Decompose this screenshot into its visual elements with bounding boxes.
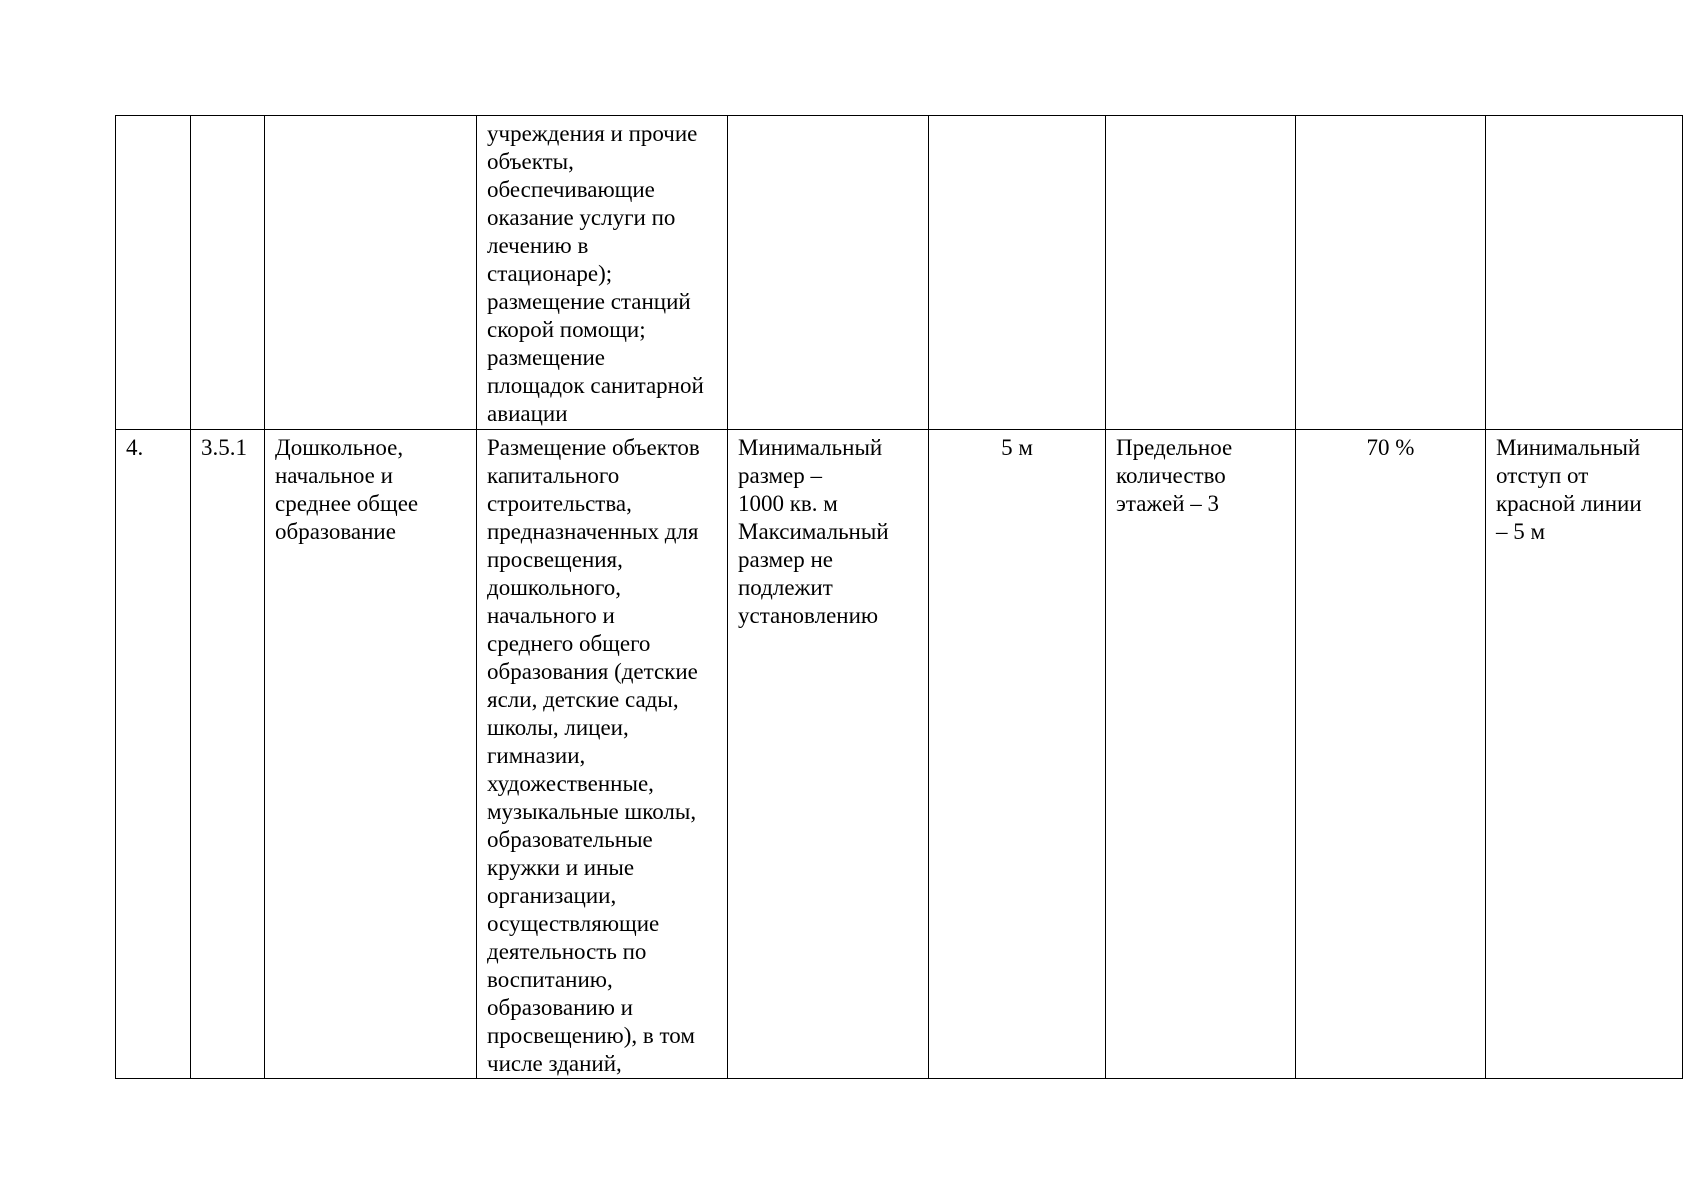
cell-plot-size: Минимальный размер – 1000 кв. м Максимальный размер не подлежит установлению: [728, 430, 929, 1079]
cell-use-description: учреждения и прочие объекты, обеспечивающие оказание услуги по лечению в стационаре); размещение станций скорой помощи; размещение площадок санитарной авиации: [477, 116, 728, 430]
cell-setback: [929, 116, 1106, 430]
cell-code: 3.5.1: [191, 430, 265, 1079]
table-row-4: [116, 430, 1683, 1079]
table-row-continued: [116, 116, 1683, 430]
land-use-regulations-table: [115, 115, 1683, 1079]
cell-number: [116, 116, 191, 430]
cell-use-name: [265, 116, 477, 430]
cell-other-limits: [1486, 116, 1683, 430]
cell-floors: [1106, 116, 1296, 430]
cell-coverage: [1296, 116, 1486, 430]
cell-other-limits: Минимальный отступ от красной линии – 5 м: [1486, 430, 1683, 1079]
cell-plot-size: [728, 116, 929, 430]
cell-setback: 5 м: [929, 430, 1106, 1079]
cell-number: 4.: [116, 430, 191, 1079]
cell-use-name: Дошкольное, начальное и среднее общее образование: [265, 430, 477, 1079]
cell-code: [191, 116, 265, 430]
cell-floors: Предельное количество этажей – 3: [1106, 430, 1296, 1079]
cell-use-description: Размещение объектов капитального строительства, предназначенных для просвещения, дошкольного, начального и среднего общего образования (детские ясли, детские сады, школы, лицеи, гимназии, художественные, музыкальные школы, образовательные кружки и иные организации, осуществляющие деятельность по воспитанию, образованию и просвещению), в том числе зданий,: [477, 430, 728, 1079]
cell-coverage: 70 %: [1296, 430, 1486, 1079]
